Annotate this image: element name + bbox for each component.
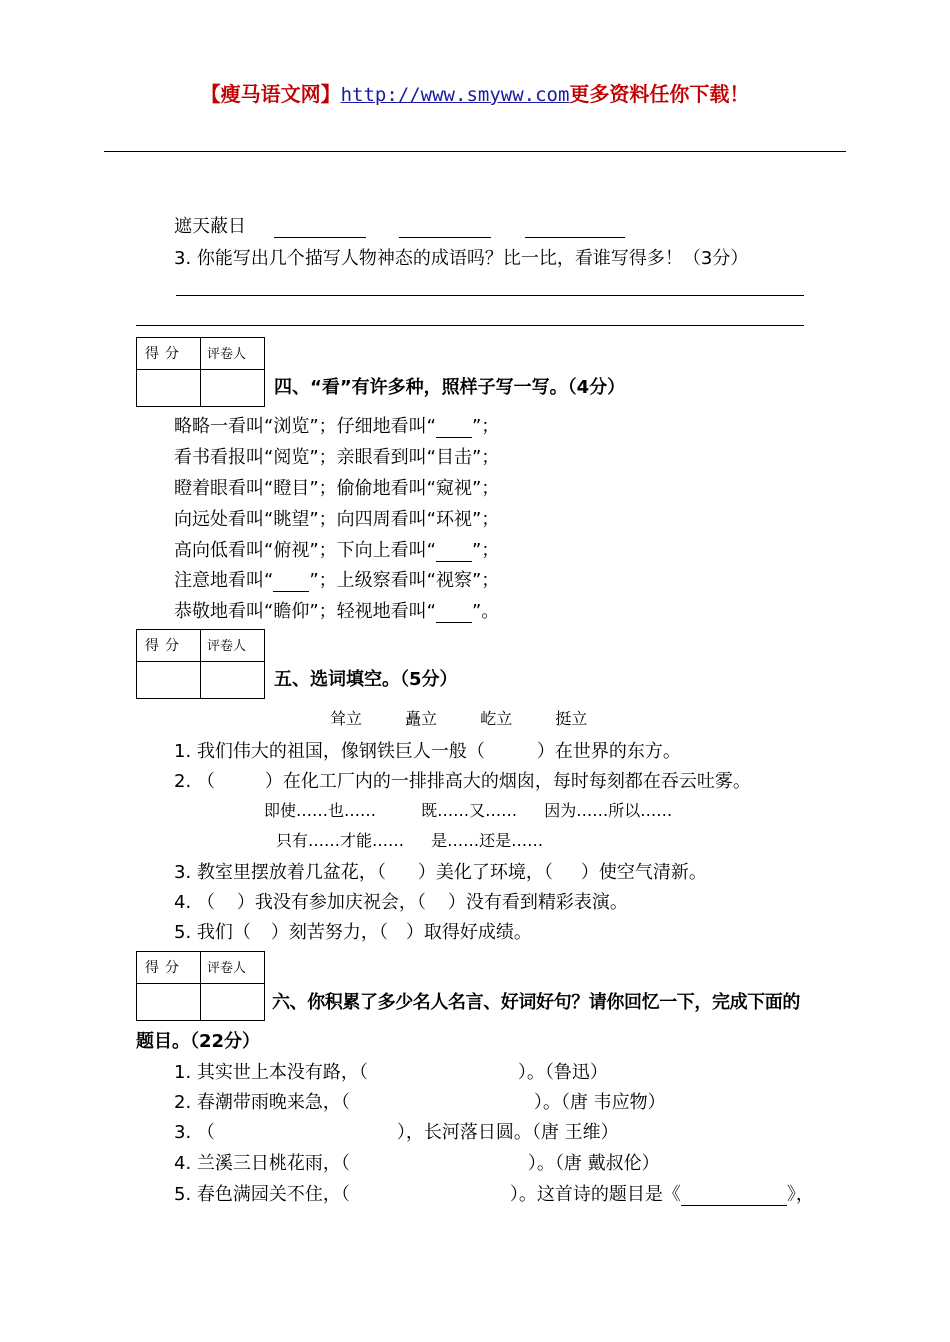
fill-q3: 3. 教室里摆放着几盆花，（ ）美化了环境，（ ）使空气清新。 [174,862,707,883]
answer-blank[interactable] [274,237,366,238]
section-5-title: 五、选词填空。（5分） [274,669,458,690]
idiom-text: 遮天蔽日 [174,216,246,237]
look-line-5: 高向低看叫“俯视”；下向上看叫“ ”； [174,540,500,561]
score-label: 得分 [145,638,185,654]
conjunction-choice: 是……还是…… [431,831,544,850]
look-line-3: 瞪着眼看叫“瞪目”；偷偷地看叫“窥视”； [174,478,500,499]
answer-blank[interactable] [399,237,491,238]
look-line-2: 看书看报叫“阅览”；亲眼看到叫“目击”； [174,447,500,468]
conjunction-row-2 [276,828,543,851]
banner-prefix: 【瘦马语文网】 [200,82,341,106]
look-line-7: 恭敬地看叫“瞻仰”；轻视地看叫“ ”。 [174,601,500,622]
site-link[interactable]: http://www.smyww.com [340,84,570,106]
section-6-title-cont: 题目。（22分） [136,1031,261,1052]
conjunction-row-1 [264,798,672,821]
answer-blank[interactable] [525,237,625,238]
fill-q4: 4. （ ）我没有参加庆祝会，（ ）没有看到精彩表演。 [174,892,628,913]
site-banner [0,78,950,107]
grader-label: 评卷人 [207,639,247,654]
header-divider [104,151,846,152]
conjunction-choice: 即使……也…… [264,801,377,820]
answer-blank[interactable] [681,1205,787,1206]
conjunction-choice: 只有……才能…… [276,831,405,850]
word-choice: 挺立 [555,709,588,728]
quote-q5: 5. 春色满园关不住，（ ）。这首诗的题目是《 》， [174,1184,814,1205]
fill-q5: 5. 我们（ ）刻苦努力，（ ）取得好成绩。 [174,922,532,943]
word-choices [330,706,587,729]
grader-label: 评卷人 [207,961,247,976]
section-6-title: 六、你积累了多少名人名言、好词好句？请你回忆一下，完成下面的 [272,992,800,1013]
score-label: 得分 [145,346,185,362]
fill-q2: 2. （ ）在化工厂内的一排排高大的烟囱，每时每刻都在吞云吐雾。 [174,771,751,792]
conjunction-choice: 因为……所以…… [544,801,673,820]
quote-q2: 2. 春潮带雨晚来急，（ ）。（唐 韦应物） [174,1092,666,1113]
score-box [136,951,265,1021]
quote-q3: 3. （ ），长河落日圆。（唐 王维） [174,1122,619,1143]
section-4-title: 四、“看”有许多种，照样子写一写。（4分） [274,377,626,398]
answer-blank[interactable] [436,561,472,562]
quote-q4: 4. 兰溪三日桃花雨，（ ）。（唐 戴叔伦） [174,1153,660,1174]
quote-q1: 1. 其实世上本没有路，（ ）。（鲁迅） [174,1062,608,1083]
score-box [136,629,265,699]
answer-line[interactable] [136,325,804,326]
fill-q1: 1. 我们伟大的祖国，像钢铁巨人一般（ ）在世界的东方。 [174,741,681,762]
banner-suffix: 更多资料任你下载！ [569,82,750,106]
look-line-4: 向远处看叫“眺望”；向四周看叫“环视”； [174,509,500,530]
score-box [136,337,265,407]
answer-blank[interactable] [436,437,472,438]
answer-blank[interactable] [436,622,472,623]
score-label: 得分 [145,960,185,976]
look-line-6: 注意地看叫“ ”；上级察看叫“视察”； [174,570,500,591]
answer-line[interactable] [176,295,804,296]
word-choice: 矗立 [405,709,438,728]
grader-label: 评卷人 [207,347,247,362]
look-line-1: 略略一看叫“浏览”；仔细地看叫“ ”； [174,416,500,437]
answer-blank[interactable] [273,591,309,592]
question-3-prompt: 3. 你能写出几个描写人物神态的成语吗？比一比，看谁写得多！（3分） [174,248,749,269]
word-choice: 屹立 [480,709,513,728]
conjunction-choice: 既……又…… [421,801,518,820]
idiom-row [174,212,625,238]
word-choice: 耸立 [330,709,363,728]
